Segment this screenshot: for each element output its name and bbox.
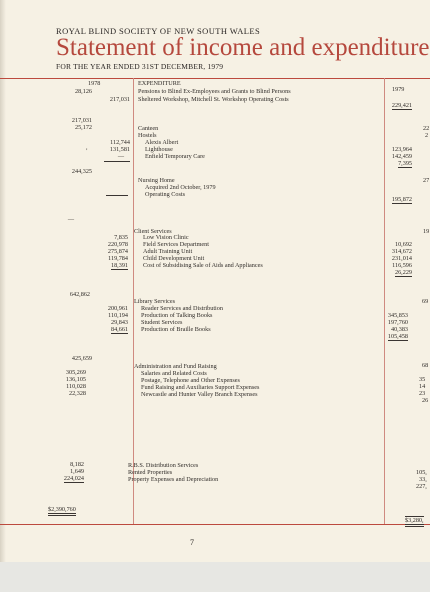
right-partial-newcastle: 26: [422, 397, 429, 404]
right-partial-library: 69: [422, 298, 429, 305]
right-partial-hostels: 2: [425, 132, 429, 139]
postage-label: Postage, Telephone and Other Expenses: [141, 377, 240, 384]
total-1978: $2,390,760: [48, 506, 76, 516]
client-1978-total: —: [67, 216, 74, 223]
field-services-label: Field Services Department: [143, 241, 209, 248]
nursing-home-label: Nursing Home: [138, 177, 175, 184]
page-number: 7: [190, 538, 194, 547]
child-dev-1979: 116,596: [392, 262, 412, 269]
canteen-label: Canteen: [138, 125, 159, 132]
lighthouse-1979: 142,459: [391, 153, 412, 160]
newcastle-label: Newcastle and Hunter Valley Branch Expenses: [141, 391, 258, 398]
enfield-label: Enfield Temporary Care: [145, 153, 205, 160]
pensions-1978-total: 28,126: [74, 88, 92, 95]
adult-training-label: Adult Training Unit: [143, 248, 193, 255]
child-dev-label: Child Development Unit: [143, 255, 205, 262]
talking-books-label: Production of Talking Books: [141, 312, 213, 319]
property-expenses-label: Property Expenses and Depreciation: [128, 476, 219, 483]
braille-books-1979: 105,458: [387, 333, 408, 340]
talking-books-1979: 197,760: [387, 319, 408, 326]
page-title: Statement of income and expenditure: [56, 34, 430, 61]
student-services-1978: 29,843: [110, 319, 128, 326]
alexis-albert-label: Alexis Albert: [145, 139, 179, 146]
administration-label: Administration and Fund Raising: [134, 363, 217, 370]
total-1979-partial: $3,280,: [405, 516, 424, 527]
canteen-1978-a: 217,031: [71, 117, 92, 124]
page-subtitle: FOR THE YEAR ENDED 31ST DECEMBER, 1979: [56, 62, 224, 71]
admin-1978-total: 425,659: [71, 355, 92, 362]
right-partial-postage: 14: [419, 383, 426, 390]
hostels-label: Hostels: [138, 132, 157, 139]
low-vision-1978: 7,835: [114, 234, 128, 241]
distribution-1978: 8,182: [70, 461, 84, 468]
column-header-1979: 1979: [392, 86, 405, 93]
library-services-label: Library Services: [134, 298, 176, 305]
reader-services-1979: 345,853: [387, 312, 408, 319]
pensions-label: Pensions to Blind Ex-Employees and Grants to Blind Persons: [138, 88, 291, 95]
workshop-1978: 217,031: [109, 96, 130, 103]
acquired-label: Acquired 2nd October, 1979: [145, 184, 216, 191]
field-services-1978: 220,978: [107, 241, 128, 248]
right-partial-client: 19: [423, 228, 430, 235]
right-partial-canteen: 22: [423, 125, 430, 132]
canteen-1978-b: 25,172: [74, 124, 92, 131]
lighthouse-label: Lighthouse: [145, 146, 173, 153]
salaries-label: Salaries and Related Costs: [141, 370, 207, 377]
low-vision-label: Low Vision Clinic: [143, 234, 189, 241]
column-divider-right: [384, 78, 385, 524]
operating-costs-label: Operating Costs: [145, 191, 186, 198]
rented-1978: 1,649: [70, 468, 84, 475]
right-partial-rented: 33,: [419, 476, 427, 483]
fund-raising-label: Fund Raising and Auxiliaries Support Expenses: [141, 384, 260, 391]
enfield-1979: 7,395: [398, 160, 412, 167]
salaries-1978: 305,269: [65, 369, 86, 376]
braille-books-label: Production of Braille Books: [141, 326, 211, 333]
right-partial-salaries: 35: [419, 376, 426, 383]
field-services-1979: 314,672: [391, 248, 412, 255]
library-1978-total: 642,862: [69, 291, 90, 298]
nursing-1978-total: 244,325: [71, 168, 92, 175]
footer-rule: [0, 524, 430, 525]
alexis-albert-1979: 123,964: [391, 146, 412, 153]
right-partial-fund-raising: 23: [419, 390, 426, 397]
adult-training-1978: 275,874: [107, 248, 128, 255]
enfield-1978: —: [117, 153, 124, 160]
alexis-albert-1978: 112,744: [110, 139, 130, 146]
operating-costs-1979: 195,872: [391, 196, 412, 203]
postage-1978: 136,105: [65, 376, 86, 383]
adult-training-1979: 231,014: [391, 255, 412, 262]
reader-services-1978: 200,961: [107, 305, 128, 312]
reader-services-label: Reader Services and Distribution: [141, 305, 223, 312]
distribution-label: R.B.S. Distribution Services: [128, 462, 199, 469]
tick-mark: ,: [86, 145, 88, 151]
column-header-1978: 1978: [88, 80, 101, 87]
client-services-label: Client Services: [134, 228, 172, 235]
hostels-1978-rule: [104, 161, 130, 162]
newcastle-1978: 22,328: [68, 390, 86, 397]
right-partial-distribution: 105,: [416, 469, 427, 476]
scan-background: [0, 562, 430, 592]
talking-books-1978: 110,194: [108, 312, 128, 319]
property-expenses-1978: 224,024: [63, 475, 84, 482]
student-services-1979: 40,383: [390, 326, 408, 333]
aids-subsidy-label: Cost of Subsidising Sale of Aids and Appliances: [143, 262, 263, 269]
child-dev-1978: 119,784: [108, 255, 128, 262]
column-header-expenditure: EXPENDITURE: [138, 80, 181, 87]
braille-books-1978: 84,661: [110, 326, 128, 333]
low-vision-1979: 10,692: [394, 241, 412, 248]
right-partial-property: 227,: [416, 483, 427, 490]
fund-raising-1978: 110,028: [66, 383, 86, 390]
right-partial-admin: 68: [422, 362, 429, 369]
organization-name: ROYAL BLIND SOCIETY OF NEW SOUTH WALES: [56, 26, 261, 36]
nursing-1978-dash: [106, 195, 128, 196]
right-partial-nursing: 27: [423, 177, 430, 184]
student-services-label: Student Services: [141, 319, 183, 326]
workshop-1979: 229,421: [391, 102, 412, 109]
aids-subsidy-1979: 26,229: [394, 269, 412, 276]
aids-subsidy-1978: 18,391: [110, 262, 128, 269]
lighthouse-1978: 131,581: [109, 146, 130, 153]
workshop-label: Sheltered Workshop, Mitchell St. Workshop Operating Costs: [138, 96, 289, 103]
rented-label: Rented Properties: [128, 469, 173, 476]
header-rule: [0, 78, 430, 79]
